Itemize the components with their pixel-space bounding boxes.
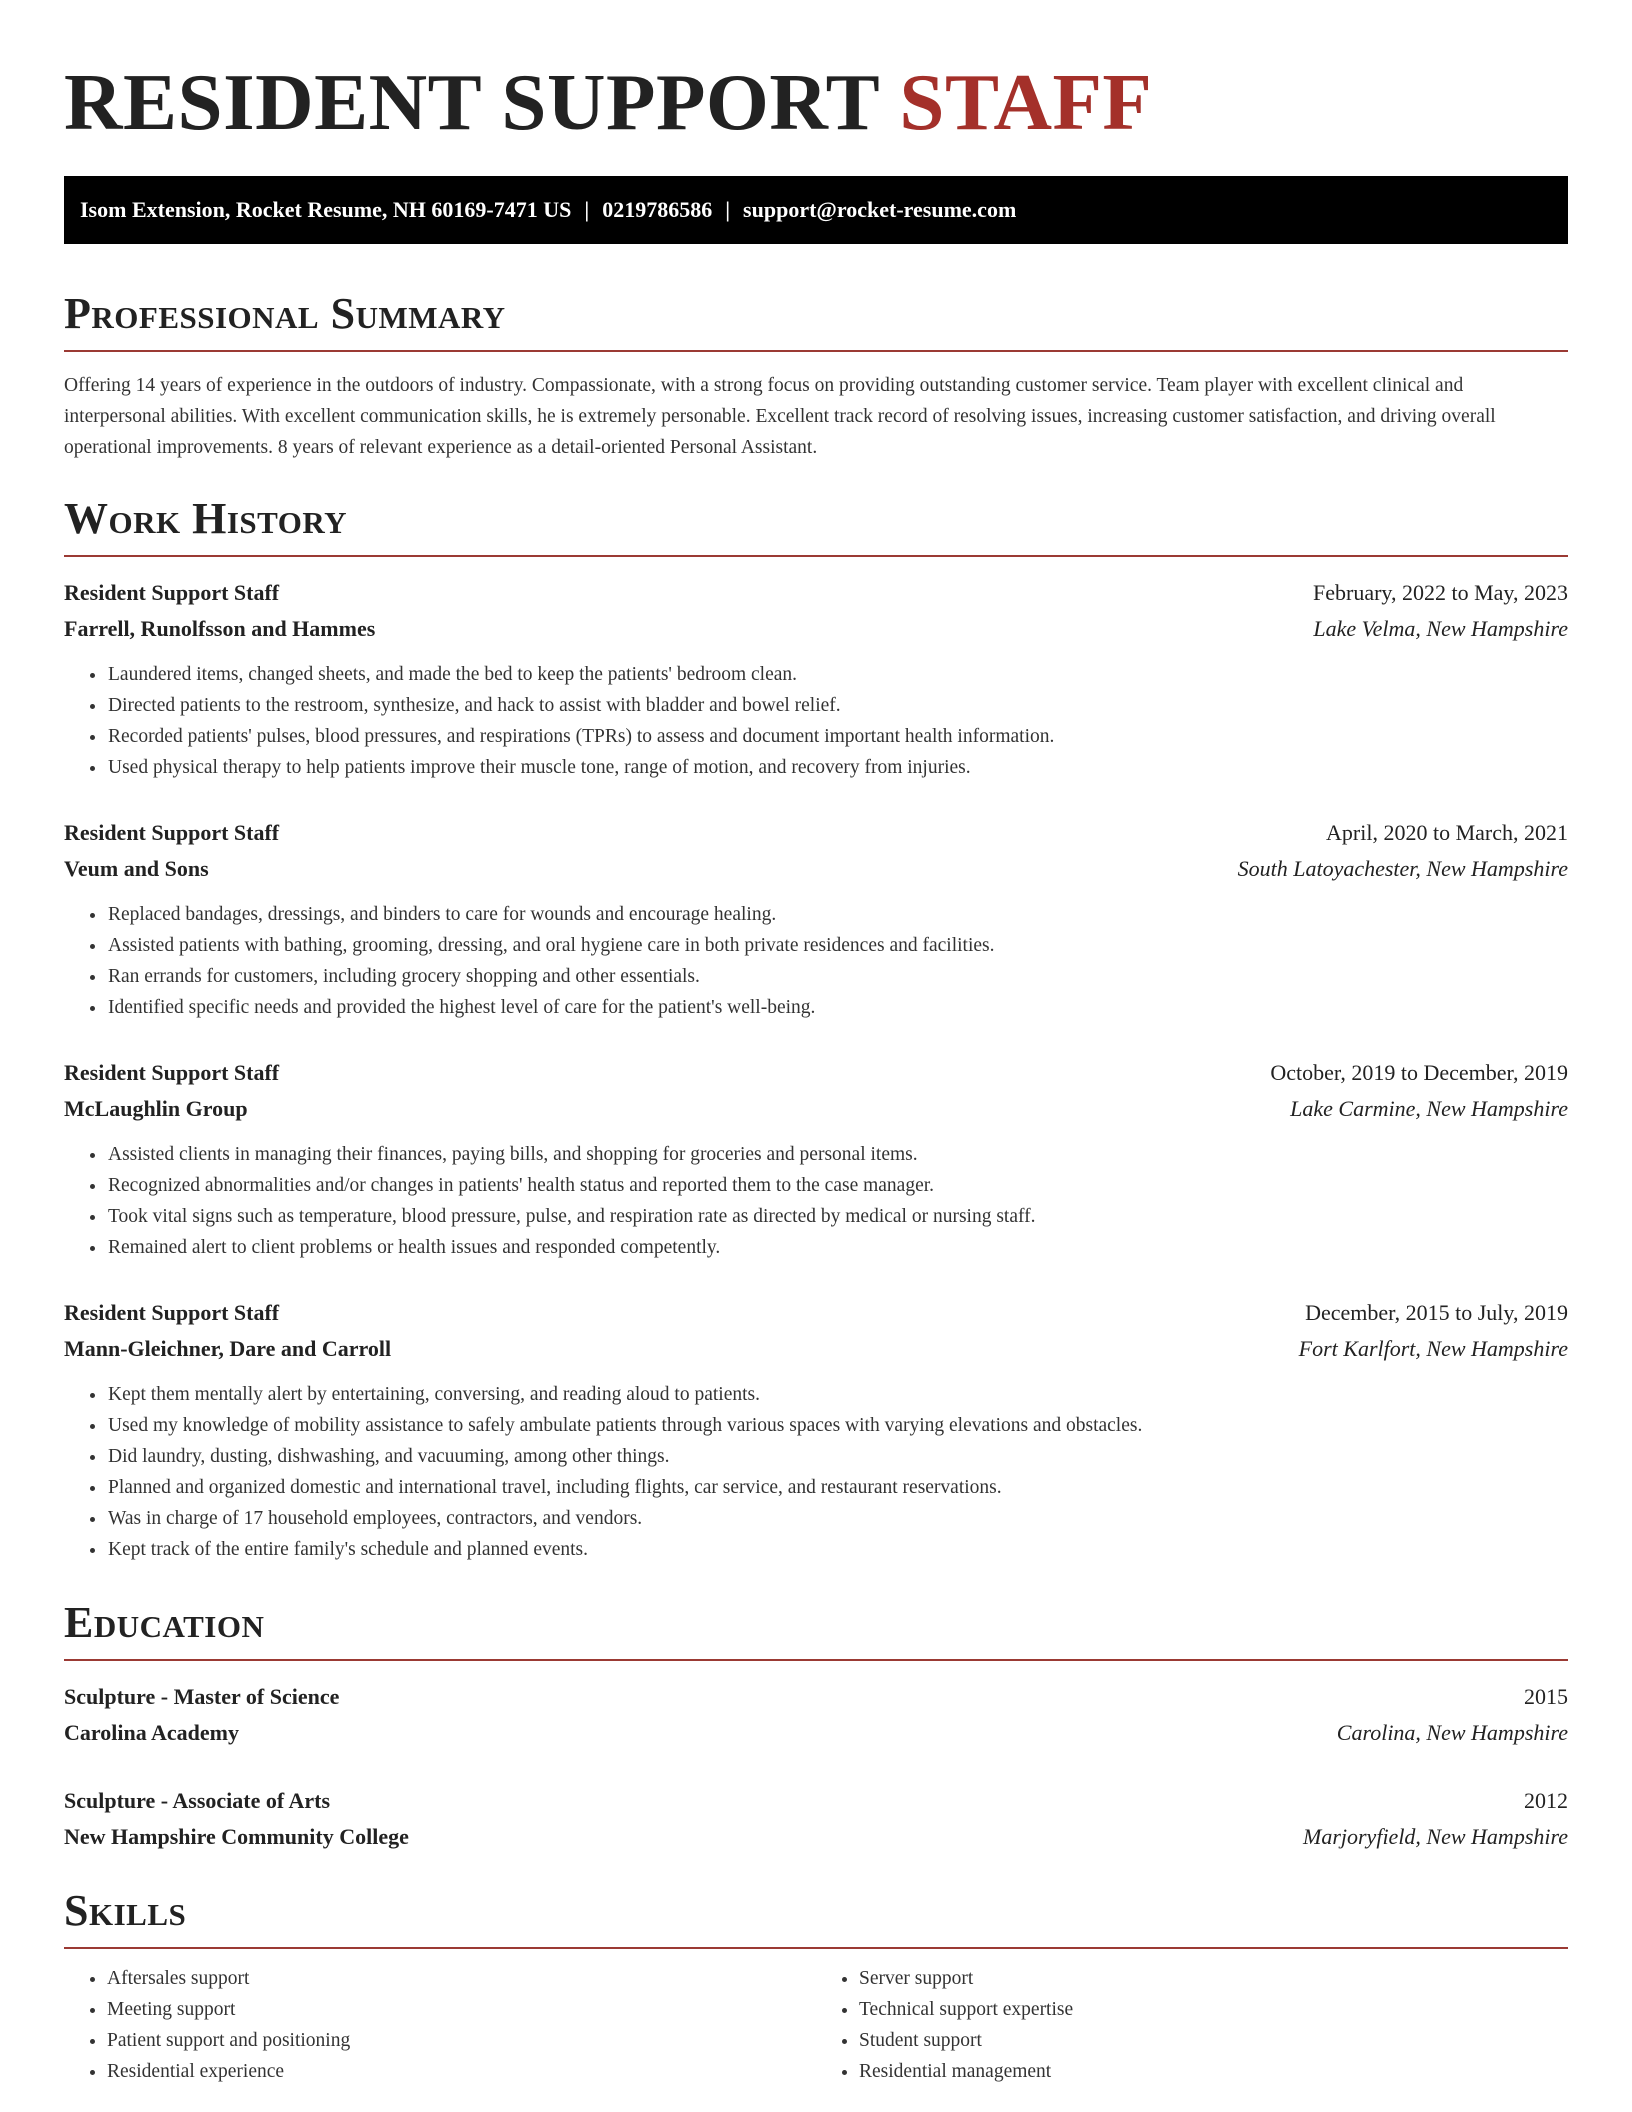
job-bullet: • Laundered items, changed sheets, and made the bed to keep the patients' bedroom clean. xyxy=(107,659,1568,690)
job-title-row xyxy=(64,815,1568,851)
contact-bar xyxy=(64,176,1568,244)
job-company-row xyxy=(64,1091,1568,1127)
job-entry xyxy=(64,815,1568,1023)
education-degree: Sculpture - Master of Science xyxy=(64,1684,340,1709)
education-degree: Sculpture - Associate of Arts xyxy=(64,1788,331,1813)
job-bullet: • Planned and organized domestic and international travel, including flights, car service, and restaurant reservations. xyxy=(107,1472,1568,1503)
job-bullet: • Recorded patients' pulses, blood pressures, and respirations (TPRs) to assess and document important health information. xyxy=(107,721,1568,752)
job-title-row xyxy=(64,575,1568,611)
job-bullet: • Identified specific needs and provided the highest level of care for the patient's well-being. xyxy=(107,992,1568,1023)
skills-heading: Skills xyxy=(64,1886,187,1935)
education-school: New Hampshire Community College xyxy=(64,1824,409,1849)
resume-page xyxy=(64,52,1568,2087)
education-year: 2015 xyxy=(1524,1684,1568,1709)
work-history-heading: Work History xyxy=(64,494,348,543)
job-bullet: • Used my knowledge of mobility assistance to safely ambulate patients through various spaces with varying elevations and obstacles. xyxy=(107,1410,1568,1441)
summary-heading: Professional Summary xyxy=(64,289,506,338)
skill-item: • Technical support expertise xyxy=(859,1994,1568,2025)
education-location: Carolina, New Hampshire xyxy=(1336,1720,1568,1745)
job-entry xyxy=(64,1055,1568,1263)
job-company: McLaughlin Group xyxy=(64,1096,248,1121)
skills-list-right xyxy=(816,1963,1568,2087)
job-location: Fort Karlfort, New Hampshire xyxy=(1298,1336,1568,1361)
skill-item: • Residential management xyxy=(859,2056,1568,2087)
education-degree-row xyxy=(64,1679,1568,1715)
job-bullets xyxy=(64,1139,1568,1263)
job-bullet: • Replaced bandages, dressings, and binders to care for wounds and encourage healing. xyxy=(107,899,1568,930)
job-entry xyxy=(64,575,1568,783)
contact-phone: 0219786586 xyxy=(602,197,713,222)
job-title-row xyxy=(64,1295,1568,1331)
job-location: Lake Carmine, New Hampshire xyxy=(1290,1096,1568,1121)
education-location: Marjoryfield, New Hampshire xyxy=(1303,1824,1568,1849)
skill-item: • Server support xyxy=(859,1963,1568,1994)
education-school-row xyxy=(64,1715,1568,1751)
skill-item: • Patient support and positioning xyxy=(107,2025,816,2056)
job-location: Lake Velma, New Hampshire xyxy=(1313,616,1568,641)
name-main: RESIDENT SUPPORT xyxy=(64,57,879,147)
job-bullets xyxy=(64,1379,1568,1565)
contact-email[interactable]: support@rocket-resume.com xyxy=(743,197,1017,222)
job-title-row xyxy=(64,1055,1568,1091)
education-school-row xyxy=(64,1819,1568,1855)
job-bullet: • Took vital signs such as temperature, blood pressure, pulse, and respiration rate as directed by medical or nursing staff. xyxy=(107,1201,1568,1232)
job-title: Resident Support Staff xyxy=(64,1060,280,1085)
job-company: Farrell, Runolfsson and Hammes xyxy=(64,616,376,641)
section-divider xyxy=(64,350,1568,352)
contact-separator: | xyxy=(725,197,731,222)
summary-text: Offering 14 years of experience in the outdoors of industry. Compassionate, with a strong focus on providing outstanding customer service. Team player with excellent clinical and interpersonal abilities. With excellent communication skills, he is extremely personable. Excellent track record of resolving issues, increasing customer satisfaction, and driving overall operational improvements. 8 years of relevant experience as a detail-oriented Personal Assistant. xyxy=(64,375,1496,458)
job-entry xyxy=(64,1295,1568,1565)
section-divider xyxy=(64,1659,1568,1661)
job-company-row xyxy=(64,851,1568,887)
skill-item: • Student support xyxy=(859,2025,1568,2056)
job-dates: April, 2020 to March, 2021 xyxy=(1326,820,1568,845)
work-history-list xyxy=(64,575,1568,1565)
job-dates: February, 2022 to May, 2023 xyxy=(1313,580,1568,605)
job-bullet: • Used physical therapy to help patients improve their muscle tone, range of motion, and recovery from injuries. xyxy=(107,752,1568,783)
skill-item: • Meeting support xyxy=(107,1994,816,2025)
job-bullet: • Kept them mentally alert by entertaining, conversing, and reading aloud to patients. xyxy=(107,1379,1568,1410)
job-company-row xyxy=(64,1331,1568,1367)
job-bullet: • Ran errands for customers, including grocery shopping and other essentials. xyxy=(107,961,1568,992)
job-bullet: • Recognized abnormalities and/or changes in patients' health status and reported them to the case manager. xyxy=(107,1170,1568,1201)
education-heading: Education xyxy=(64,1598,265,1647)
education-school: Carolina Academy xyxy=(64,1720,239,1745)
job-bullets xyxy=(64,659,1568,783)
education-list xyxy=(64,1679,1568,1855)
job-title: Resident Support Staff xyxy=(64,580,280,605)
education-entry xyxy=(64,1783,1568,1855)
contact-separator: | xyxy=(584,197,590,222)
section-divider xyxy=(64,1947,1568,1949)
job-company: Veum and Sons xyxy=(64,856,209,881)
education-degree-row xyxy=(64,1783,1568,1819)
job-company: Mann-Gleichner, Dare and Carroll xyxy=(64,1336,392,1361)
contact-address: Isom Extension, Rocket Resume, NH 60169-7471 US xyxy=(80,197,572,222)
job-bullet: • Kept track of the entire family's schedule and planned events. xyxy=(107,1534,1568,1565)
job-title: Resident Support Staff xyxy=(64,820,280,845)
section-divider xyxy=(64,555,1568,557)
skill-item: • Residential experience xyxy=(107,2056,816,2087)
job-dates: December, 2015 to July, 2019 xyxy=(1305,1300,1568,1325)
education-year: 2012 xyxy=(1524,1788,1568,1813)
education-entry xyxy=(64,1679,1568,1751)
job-dates: October, 2019 to December, 2019 xyxy=(1270,1060,1568,1085)
name-accent: STAFF xyxy=(899,57,1153,147)
job-bullets xyxy=(64,899,1568,1023)
job-bullet: • Remained alert to client problems or health issues and responded competently. xyxy=(107,1232,1568,1263)
job-bullet: • Assisted patients with bathing, grooming, dressing, and oral hygiene care in both private residences and facilities. xyxy=(107,930,1568,961)
job-bullet: • Did laundry, dusting, dishwashing, and vacuuming, among other things. xyxy=(107,1441,1568,1472)
job-bullet: • Directed patients to the restroom, synthesize, and hack to assist with bladder and bowel relief. xyxy=(107,690,1568,721)
skills-columns xyxy=(64,1963,1568,2087)
job-company-row xyxy=(64,611,1568,647)
job-bullet: • Assisted clients in managing their finances, paying bills, and shopping for groceries and personal items. xyxy=(107,1139,1568,1170)
job-bullet: • Was in charge of 17 household employees, contractors, and vendors. xyxy=(107,1503,1568,1534)
skills-list-left xyxy=(64,1963,816,2087)
job-location: South Latoyachester, New Hampshire xyxy=(1237,856,1568,881)
job-title: Resident Support Staff xyxy=(64,1300,280,1325)
skill-item: • Aftersales support xyxy=(107,1963,816,1994)
resume-name xyxy=(64,52,1568,152)
